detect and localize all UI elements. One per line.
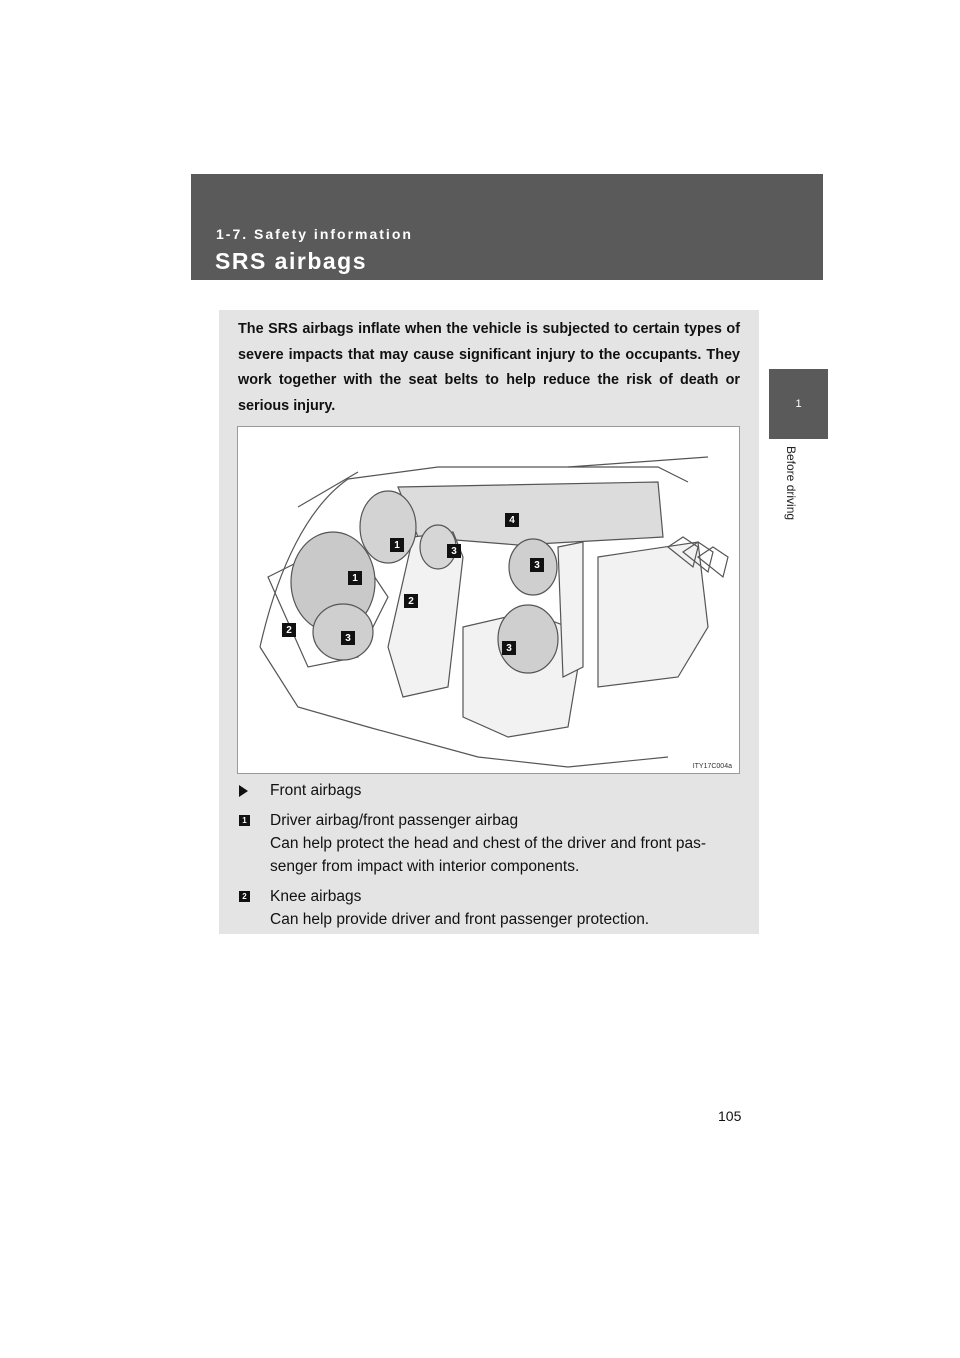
callout-3d: 3 — [502, 641, 516, 655]
content-box: The SRS airbags inflate when the vehicle is subjected to certain types of severe impacts that may cause significant injury to the occupants. They work together with the seat belts to help reduce the risk of death or serious injury. 1 1 2 2 3 3 3 3 4 ITY17C004a Front airbags 1 Driver airbag/front passenger airbag Can help protect the head and chest of the driver and front pas- senger from impact with interior components. 2 Knee airbags Can help provide driver and front passenger protection. — [219, 310, 759, 934]
callout-1a: 1 — [390, 538, 404, 552]
callout-3c: 3 — [341, 631, 355, 645]
item-description: Can help provide driver and front passenger protection. — [270, 911, 650, 928]
item-title: Driver airbag/front passenger airbag — [270, 812, 519, 829]
number-badge-icon: 1 — [239, 815, 250, 826]
callout-1b: 1 — [348, 571, 362, 585]
intro-paragraph: The SRS airbags inflate when the vehicle is subjected to certain types of severe impacts that may cause significant injury to the occupants. They work together with the seat belts to help reduce the risk of death or serious injury. — [238, 321, 740, 414]
section-label: 1-7. Safety information — [216, 226, 413, 242]
chapter-number: 1 — [795, 398, 802, 410]
airbag-illustration — [237, 426, 740, 774]
item-description: Can help protect the head and chest of the driver and front pas- — [270, 835, 706, 852]
callout-2a: 2 — [404, 594, 418, 608]
section-header — [191, 174, 823, 280]
callout-3b: 3 — [530, 558, 544, 572]
chapter-tab[interactable] — [769, 369, 828, 439]
page-number: 105 — [718, 1108, 742, 1124]
item-description: senger from impact with interior components. — [270, 858, 580, 875]
callout-4: 4 — [505, 513, 519, 527]
callout-3a: 3 — [447, 544, 461, 558]
number-badge-icon: 2 — [239, 891, 250, 902]
item-title: Knee airbags — [270, 888, 362, 905]
chapter-label: Before driving — [784, 446, 798, 521]
callout-2b: 2 — [282, 623, 296, 637]
page-title: SRS airbags — [215, 248, 367, 274]
triangle-bullet-icon — [239, 785, 248, 797]
car-interior-drawing — [238, 427, 740, 774]
figure-code: ITY17C004a — [692, 763, 732, 770]
